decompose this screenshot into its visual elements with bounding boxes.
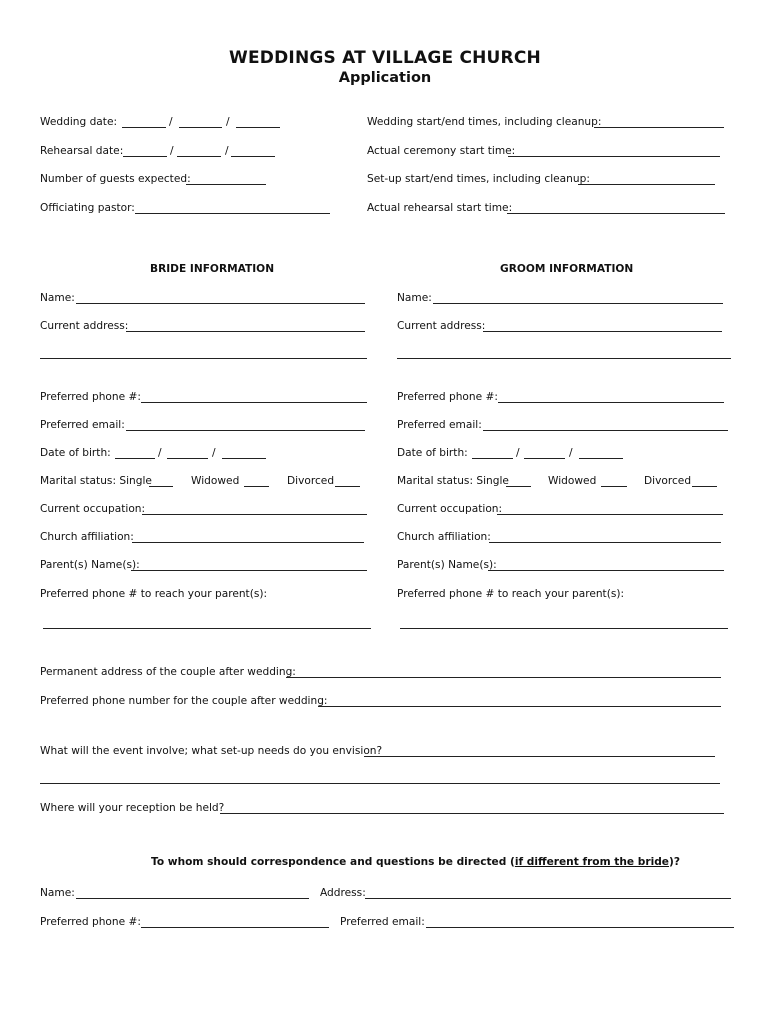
bride-church-label: Church affiliation:	[40, 531, 134, 543]
rehearsal-start-field[interactable]	[507, 213, 725, 214]
bride-marital-single-field[interactable]	[149, 486, 173, 487]
groom-marital-divorced-field[interactable]	[692, 486, 717, 487]
groom-marital-widowed-field[interactable]	[601, 486, 627, 487]
ceremony-start-field[interactable]	[508, 156, 720, 157]
groom-marital-divorced-label: Divorced	[644, 475, 692, 487]
groom-parents-field[interactable]	[488, 570, 724, 571]
event-involve-label: What will the event involve; what set-up needs do you envision?	[40, 745, 383, 757]
groom-occupation-field[interactable]	[497, 514, 723, 515]
phone-after-wedding-label: Preferred phone number for the couple after wedding:	[40, 695, 328, 707]
bride-address-line2-field[interactable]	[40, 358, 367, 359]
bride-marital-divorced-field[interactable]	[335, 486, 360, 487]
bride-occupation-field[interactable]	[142, 514, 367, 515]
pastor-label: Officiating pastor:	[40, 202, 135, 214]
groom-parents-label: Parent(s) Name(s):	[397, 559, 497, 571]
groom-email-field[interactable]	[483, 430, 728, 431]
permanent-address-label: Permanent address of the couple after wedding:	[40, 666, 296, 678]
groom-parent-phone-label: Preferred phone # to reach your parent(s):	[397, 588, 625, 600]
bride-marital-single-label: Marital status: Single	[40, 475, 152, 487]
date-separator: /	[212, 447, 216, 459]
bride-dob-day-field[interactable]	[167, 458, 208, 459]
groom-address-label: Current address:	[397, 320, 486, 332]
groom-parent-phone-field[interactable]	[400, 628, 728, 629]
bride-parents-label: Parent(s) Name(s):	[40, 559, 140, 571]
correspondence-name-label: Name:	[40, 887, 75, 899]
groom-section-heading: GROOM INFORMATION	[500, 263, 634, 275]
bride-dob-year-field[interactable]	[222, 458, 266, 459]
groom-phone-label: Preferred phone #:	[397, 391, 498, 403]
correspondence-address-field[interactable]	[365, 898, 731, 899]
bride-church-field[interactable]	[132, 542, 364, 543]
correspondence-phone-field[interactable]	[141, 927, 329, 928]
date-separator: /	[569, 447, 573, 459]
wedding-times-label: Wedding start/end times, including cleanup:	[367, 116, 602, 128]
rehearsal-date-month-field[interactable]	[123, 156, 167, 157]
bride-marital-widowed-label: Widowed	[191, 475, 240, 487]
event-involve-field[interactable]	[364, 756, 715, 757]
reception-label: Where will your reception be held?	[40, 802, 225, 814]
bride-name-field[interactable]	[76, 303, 365, 304]
bride-email-label: Preferred email:	[40, 419, 125, 431]
bride-name-label: Name:	[40, 292, 75, 304]
bride-phone-field[interactable]	[141, 402, 367, 403]
correspondence-name-field[interactable]	[76, 898, 309, 899]
correspondence-email-field[interactable]	[426, 927, 734, 928]
correspondence-phone-label: Preferred phone #:	[40, 916, 141, 928]
groom-dob-year-field[interactable]	[579, 458, 623, 459]
groom-address-field[interactable]	[483, 331, 722, 332]
date-separator: /	[170, 145, 174, 157]
date-separator: /	[226, 116, 230, 128]
groom-address-line2-field[interactable]	[397, 358, 731, 359]
wedding-date-day-field[interactable]	[179, 127, 222, 128]
groom-email-label: Preferred email:	[397, 419, 482, 431]
bride-section-heading: BRIDE INFORMATION	[150, 263, 275, 275]
groom-church-label: Church affiliation:	[397, 531, 491, 543]
setup-times-label: Set-up start/end times, including cleanup:	[367, 173, 590, 185]
date-separator: /	[225, 145, 229, 157]
groom-dob-month-field[interactable]	[472, 458, 513, 459]
date-separator: /	[169, 116, 173, 128]
correspondence-email-label: Preferred email:	[340, 916, 425, 928]
rehearsal-start-label: Actual rehearsal start time:	[367, 202, 513, 214]
rehearsal-date-year-field[interactable]	[231, 156, 275, 157]
event-involve-line2-field[interactable]	[40, 783, 720, 784]
permanent-address-field[interactable]	[286, 677, 721, 678]
bride-dob-month-field[interactable]	[115, 458, 155, 459]
correspondence-address-label: Address:	[320, 887, 366, 899]
guests-label: Number of guests expected:	[40, 173, 191, 185]
rehearsal-date-label: Rehearsal date:	[40, 145, 124, 157]
bride-marital-widowed-field[interactable]	[244, 486, 269, 487]
groom-dob-label: Date of birth:	[397, 447, 468, 459]
correspondence-question-underlined: if different from the bride	[514, 856, 669, 868]
date-separator: /	[516, 447, 520, 459]
pastor-field[interactable]	[135, 213, 330, 214]
bride-marital-divorced-label: Divorced	[287, 475, 335, 487]
groom-name-label: Name:	[397, 292, 432, 304]
reception-field[interactable]	[220, 813, 724, 814]
page-subtitle: Application	[338, 70, 432, 86]
groom-phone-field[interactable]	[498, 402, 724, 403]
bride-phone-label: Preferred phone #:	[40, 391, 141, 403]
ceremony-start-label: Actual ceremony start time:	[367, 145, 516, 157]
bride-occupation-label: Current occupation:	[40, 503, 146, 515]
groom-church-field[interactable]	[489, 542, 721, 543]
rehearsal-date-day-field[interactable]	[177, 156, 221, 157]
correspondence-question-start: To whom should correspondence and questions be directed (	[151, 856, 515, 868]
guests-field[interactable]	[186, 184, 266, 185]
wedding-date-year-field[interactable]	[236, 127, 280, 128]
bride-parent-phone-field[interactable]	[43, 628, 371, 629]
groom-dob-day-field[interactable]	[524, 458, 565, 459]
groom-name-field[interactable]	[433, 303, 723, 304]
setup-times-field[interactable]	[578, 184, 715, 185]
bride-address-label: Current address:	[40, 320, 129, 332]
bride-parents-field[interactable]	[131, 570, 367, 571]
groom-marital-single-label: Marital status: Single	[397, 475, 509, 487]
phone-after-wedding-field[interactable]	[318, 706, 721, 707]
correspondence-question-end: )?	[669, 856, 680, 868]
bride-dob-label: Date of birth:	[40, 447, 111, 459]
groom-occupation-label: Current occupation:	[397, 503, 503, 515]
bride-email-field[interactable]	[126, 430, 365, 431]
groom-marital-single-field[interactable]	[506, 486, 531, 487]
wedding-times-field[interactable]	[594, 127, 724, 128]
bride-address-field[interactable]	[126, 331, 365, 332]
bride-parent-phone-label: Preferred phone # to reach your parent(s):	[40, 588, 268, 600]
wedding-date-month-field[interactable]	[122, 127, 166, 128]
date-separator: /	[158, 447, 162, 459]
page-title: WEDDINGS AT VILLAGE CHURCH	[229, 48, 541, 68]
wedding-date-label: Wedding date:	[40, 116, 118, 128]
correspondence-question	[151, 856, 680, 868]
groom-marital-widowed-label: Widowed	[548, 475, 597, 487]
